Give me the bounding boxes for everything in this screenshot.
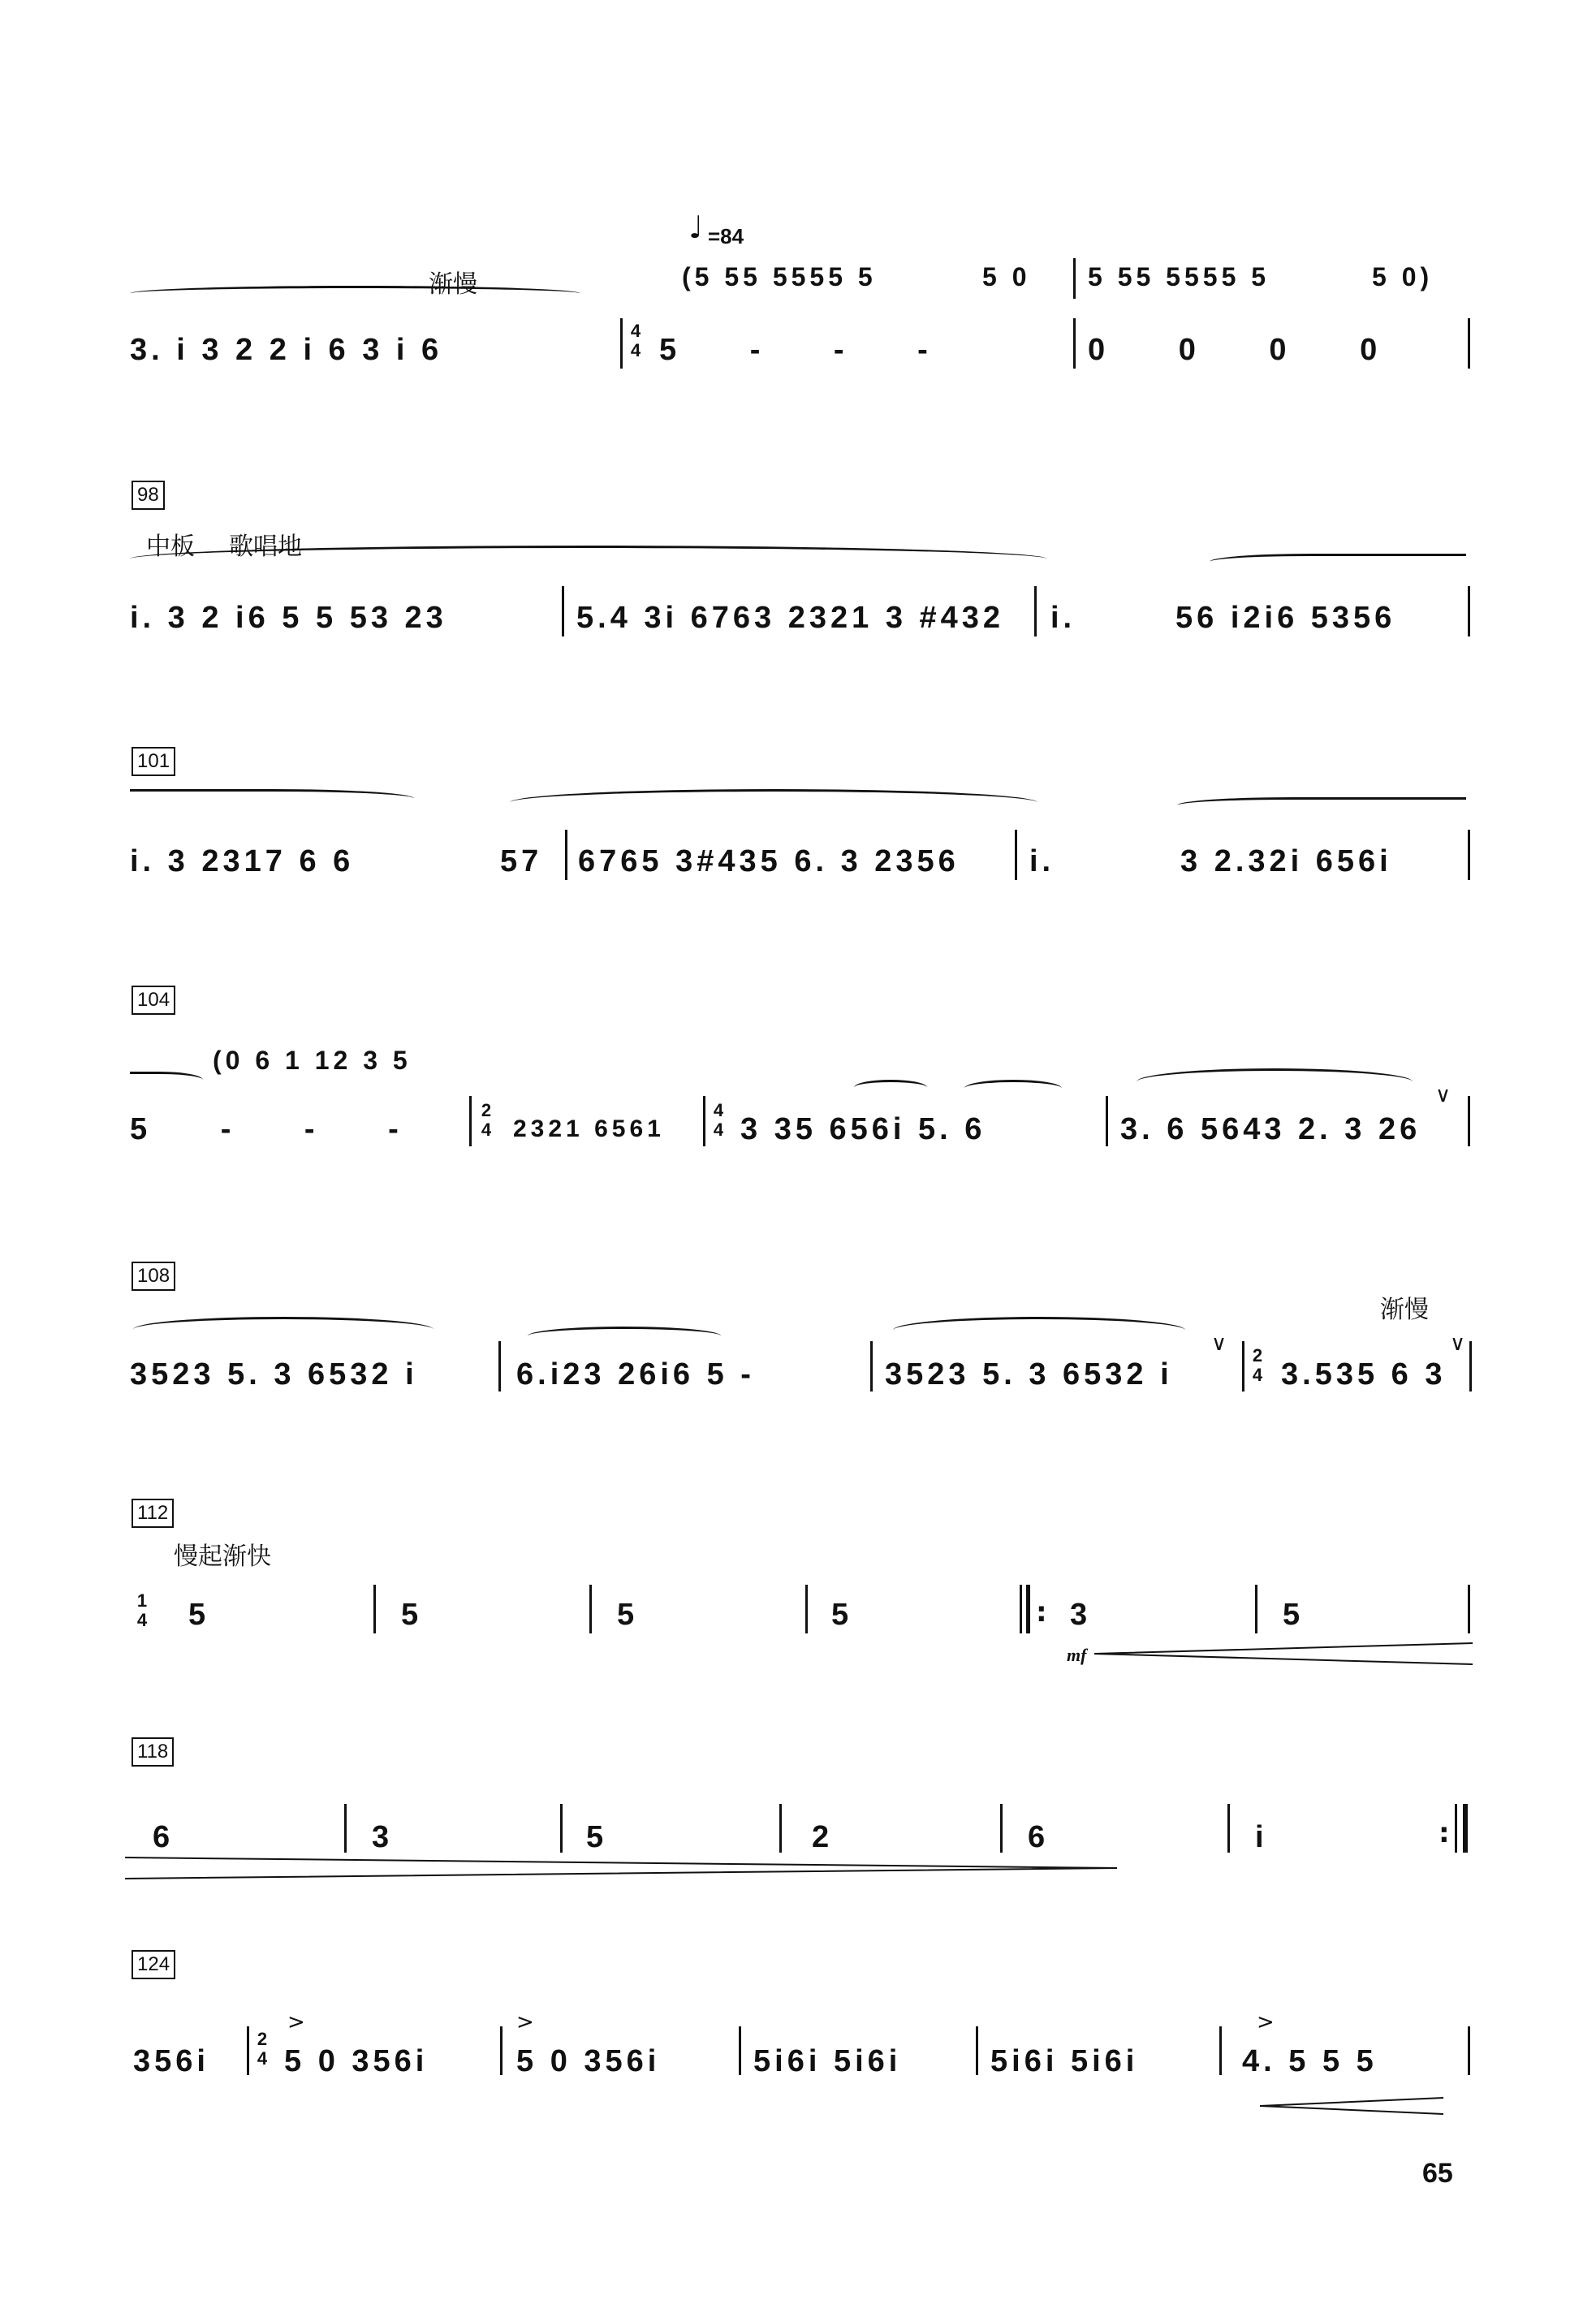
tempo-manqi: 慢起渐快 (174, 1543, 271, 1570)
accomp-line: 5 55 5555 5 (1088, 262, 1270, 291)
melody-line: i. (1050, 601, 1076, 635)
melody-line: 5i6i 5i6i (753, 2044, 902, 2078)
melody-line: i. 3 2317 6 6 (130, 844, 355, 878)
barline (870, 1341, 873, 1391)
melody-line: 5 - - - (130, 1112, 431, 1146)
barline (976, 2026, 978, 2075)
barline (469, 1096, 472, 1146)
melody-line: 6.i23 26i6 5 - (516, 1357, 755, 1391)
melody-line: 3. 6 5643 2. 3 26 (1120, 1112, 1421, 1146)
note: 5 (831, 1598, 853, 1632)
melody-line: 5i6i 5i6i (990, 2044, 1139, 2078)
time-signature: 2 4 (1252, 1345, 1263, 1385)
crescendo-hairpin (1093, 1642, 1474, 1666)
breath-mark-icon: ∨ (1450, 1331, 1466, 1356)
tempo-jianman: 渐慢 (1380, 1297, 1429, 1323)
note: 5 (188, 1598, 210, 1632)
slur (528, 1327, 721, 1345)
time-signature: 4 4 (713, 1100, 724, 1140)
note: 6 (1028, 1820, 1050, 1854)
barline (620, 318, 623, 369)
barline (703, 1096, 705, 1146)
decrescendo-hairpin (123, 1856, 1119, 1880)
crescendo-hairpin (1258, 2096, 1445, 2116)
measure-number: 98 (132, 481, 165, 510)
barline (1468, 2026, 1470, 2075)
tempo-jianman: 渐慢 (429, 271, 477, 298)
melody-line: 57 (500, 844, 543, 878)
melody-line: 356i (133, 2044, 209, 2078)
barline (562, 586, 564, 636)
melody-line: 3523 5. 3 6532 i (130, 1357, 418, 1391)
repeat-dots: : (1036, 1596, 1047, 1629)
barline (1468, 586, 1470, 636)
barline (1468, 318, 1470, 369)
melody-line: 3.535 6 3 (1281, 1357, 1447, 1391)
note: i (1255, 1820, 1268, 1854)
melody-line: 3 35 656i 5. 6 (740, 1112, 986, 1146)
accomp-line: 5 0 (982, 262, 1031, 291)
barline (1219, 2026, 1222, 2075)
melody-line: 6765 3#435 6. 3 2356 (578, 844, 960, 878)
accent-icon: > (287, 2010, 305, 2034)
accomp-line: (5 55 5555 5 (682, 262, 877, 291)
slur (133, 1317, 434, 1342)
repeat-end-barline (1463, 1804, 1468, 1853)
measure-number: 112 (132, 1499, 174, 1528)
barline (739, 2026, 741, 2075)
melody-line: 3523 5. 3 6532 i (885, 1357, 1173, 1391)
slur (130, 546, 1047, 572)
melody-line: 3 2.32i 656i (1180, 844, 1392, 878)
note: 5 (401, 1598, 423, 1632)
breath-mark-icon: ∨ (1435, 1083, 1451, 1107)
barline (373, 1585, 376, 1633)
quarter-note-icon: ♩ (688, 209, 703, 245)
slur (1177, 797, 1466, 818)
breath-mark-icon: ∨ (1211, 1331, 1227, 1356)
note: 6 (153, 1820, 175, 1854)
barline (1015, 830, 1017, 880)
melody-line: 56 i2i6 5356 (1175, 601, 1396, 635)
barline (344, 1804, 347, 1853)
barline (500, 2026, 503, 2075)
slur (1137, 1068, 1413, 1095)
barline (1468, 1585, 1470, 1633)
slur (130, 789, 414, 808)
measure-number: 124 (132, 1950, 175, 1979)
repeat-start-barline (1026, 1585, 1030, 1633)
barline (1034, 586, 1037, 636)
note: 5 (617, 1598, 639, 1632)
melody-line: 5 0 356i (516, 2044, 661, 2078)
note: 3 (1070, 1598, 1092, 1632)
time-signature: 4 4 (630, 321, 641, 360)
barline (1000, 1804, 1003, 1853)
barline (1255, 1585, 1257, 1633)
note: 5 (1283, 1598, 1305, 1632)
measure-number: 101 (132, 747, 175, 776)
time-signature: 1 4 (136, 1590, 148, 1630)
melody-line: 4. 5 5 5 (1242, 2044, 1378, 2078)
melody-line: 3. i 3 2 2 i 6 3 i 6 (130, 333, 443, 367)
melody-line: i. (1029, 844, 1055, 878)
barline (1469, 1341, 1472, 1391)
time-signature: 2 4 (481, 1100, 492, 1140)
barline (1468, 1096, 1470, 1146)
slur (1210, 554, 1466, 574)
accomp-line: (0 6 1 12 3 5 (213, 1046, 412, 1075)
barline (1106, 1096, 1108, 1146)
slur (964, 1080, 1062, 1097)
melody-line: 0 0 0 0 (1088, 333, 1410, 367)
melody-line: i. 3 2 i6 5 5 53 23 (130, 601, 447, 635)
time-signature: 2 4 (257, 2029, 268, 2069)
expression-gechangdi: 歌唱地 (229, 533, 302, 560)
barline (1073, 258, 1076, 299)
slur (510, 789, 1037, 816)
measure-number: 104 (132, 986, 175, 1015)
melody-line: 2321 6561 (513, 1115, 665, 1142)
accent-icon: > (516, 2010, 534, 2034)
barline (1020, 1585, 1022, 1633)
barline (779, 1804, 782, 1853)
metronome-mark: =84 (708, 224, 744, 248)
slur (130, 286, 580, 301)
barline (1468, 830, 1470, 880)
barline (1227, 1804, 1230, 1853)
melody-line: 5 - - - (659, 333, 960, 367)
melody-line: 5 0 356i (284, 2044, 429, 2078)
barline (805, 1585, 808, 1633)
barline (1242, 1341, 1244, 1391)
page-number: 65 (1422, 2158, 1453, 2189)
barline (565, 830, 567, 880)
tempo-zhongban: 中板 (146, 533, 195, 560)
barline (247, 2026, 249, 2075)
barline (1073, 318, 1076, 369)
barline (1455, 1804, 1457, 1853)
barline (498, 1341, 501, 1391)
slur (893, 1317, 1185, 1344)
repeat-dots: : (1439, 1817, 1450, 1849)
slur (130, 1072, 203, 1085)
barline (589, 1585, 592, 1633)
accomp-line: 5 0) (1372, 262, 1434, 291)
accent-icon: > (1257, 2010, 1275, 2034)
barline (560, 1804, 563, 1853)
note: 3 (372, 1820, 394, 1854)
note: 2 (812, 1820, 834, 1854)
dynamic-mark: mf (1067, 1645, 1087, 1665)
note: 5 (586, 1820, 608, 1854)
measure-number: 118 (132, 1737, 174, 1767)
melody-line: 5.4 3i 6763 2321 3 #432 (576, 601, 1005, 635)
measure-number: 108 (132, 1262, 175, 1291)
slur (854, 1080, 927, 1095)
